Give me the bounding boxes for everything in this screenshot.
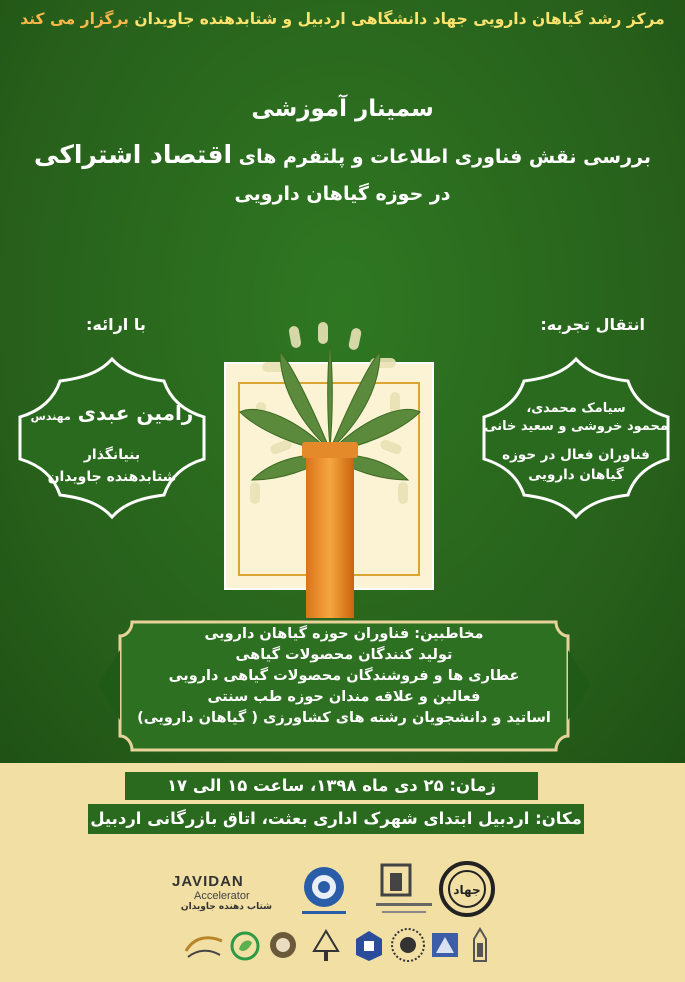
jahad-logo-icon [438, 861, 496, 921]
javidan-fa: شتاب دهنده جاویدان [180, 902, 272, 912]
topic-prefix: بررسی نقش فناوری اطلاعات و پلتفرم های [238, 146, 651, 168]
presenter-name-line [14, 401, 210, 425]
badge-frame-icon [14, 355, 210, 521]
audience-item: فعالین و علاقه مندان حوزه طب سنتی [207, 689, 481, 705]
audience-title: مخاطبین: [414, 626, 484, 642]
organizer-line [8, 10, 677, 28]
seminar-topic-line1 [0, 140, 685, 169]
green-leaf-logo-icon [230, 929, 260, 963]
presenter-label: با ارائه: [86, 315, 146, 334]
sun-logo-icon [390, 927, 426, 963]
javidan-name: JAVIDAN [172, 873, 244, 890]
place-banner: مکان: اردبیل ابتدای شهرک اداری بعثت، اتاق بازرگانی اردبیل [88, 804, 584, 834]
audience-box [118, 620, 570, 752]
badge-frame-icon [478, 355, 674, 521]
presenter-role2: شتابدهنده جاویدان [47, 469, 177, 485]
audience-item: اساتید و دانشجویان رشته های کشاورزی ( گیاهان دارویی) [137, 710, 551, 726]
organizer-part2: شتابدهنده جاویدان [134, 10, 278, 28]
organizer-part3: برگزار می کند [20, 10, 130, 28]
organizer-part1: مرکز رشد گیاهان دارویی جهاد دانشگاهی اردبیل [297, 10, 665, 28]
presenter-title: مهندس [30, 410, 71, 423]
chamber-commerce-logo-icon [296, 863, 352, 919]
jahad-label: جهاد [453, 883, 481, 897]
arrow-left-icon [98, 650, 120, 720]
experience-names2: محمود خروشی و سعید خانی [484, 419, 668, 434]
time-banner: زمان: ۲۵ دی ماه ۱۳۹۸، ساعت ۱۵ الی ۱۷ [125, 772, 538, 800]
agriculture-logo-icon [266, 929, 300, 965]
audience-item: تولید کنندگان محصولات گیاهی [235, 647, 453, 663]
audience-text [136, 624, 552, 729]
herbal-plant-bottle-icon [230, 322, 430, 620]
arrow-right-icon [568, 650, 590, 720]
tower-logo-icon [466, 927, 494, 965]
audience-item: عطاری ها و فروشندگان محصولات گیاهی دارویی [168, 668, 520, 684]
presenter-badge [14, 355, 210, 521]
audience-item: فناوران حوزه گیاهان دارویی [204, 626, 410, 642]
topic-highlight: اقتصاد اشتراکی [34, 140, 233, 169]
seminar-title: سمینار آموزشی [251, 96, 434, 122]
seminar-topic-line2: در حوزه گیاهان دارویی [234, 183, 451, 205]
javidan-sub: Accelerator [194, 890, 250, 902]
experience-badge [478, 355, 674, 521]
experience-desc2: گیاهان دارویی [528, 467, 624, 483]
logos-area [0, 845, 685, 982]
azad-university-logo-icon [352, 929, 386, 963]
experience-label: انتقال تجربه: [540, 315, 645, 334]
experience-desc1: فناوران فعال در حوزه [502, 447, 650, 463]
small-logo-1-icon [184, 931, 224, 961]
presenter-name: رامین عبدی [77, 401, 194, 425]
medical-university-logo-icon [376, 861, 432, 919]
organizer-joiner: و [282, 10, 293, 28]
presenter-role1: بنیانگذار [83, 447, 141, 463]
audience-line-1 [136, 624, 552, 645]
blue-emblem-logo-icon [428, 929, 462, 961]
experience-names1: سیامک محمدی، [526, 401, 626, 416]
tree-logo-icon [304, 927, 348, 967]
javidan-logo [172, 873, 272, 925]
